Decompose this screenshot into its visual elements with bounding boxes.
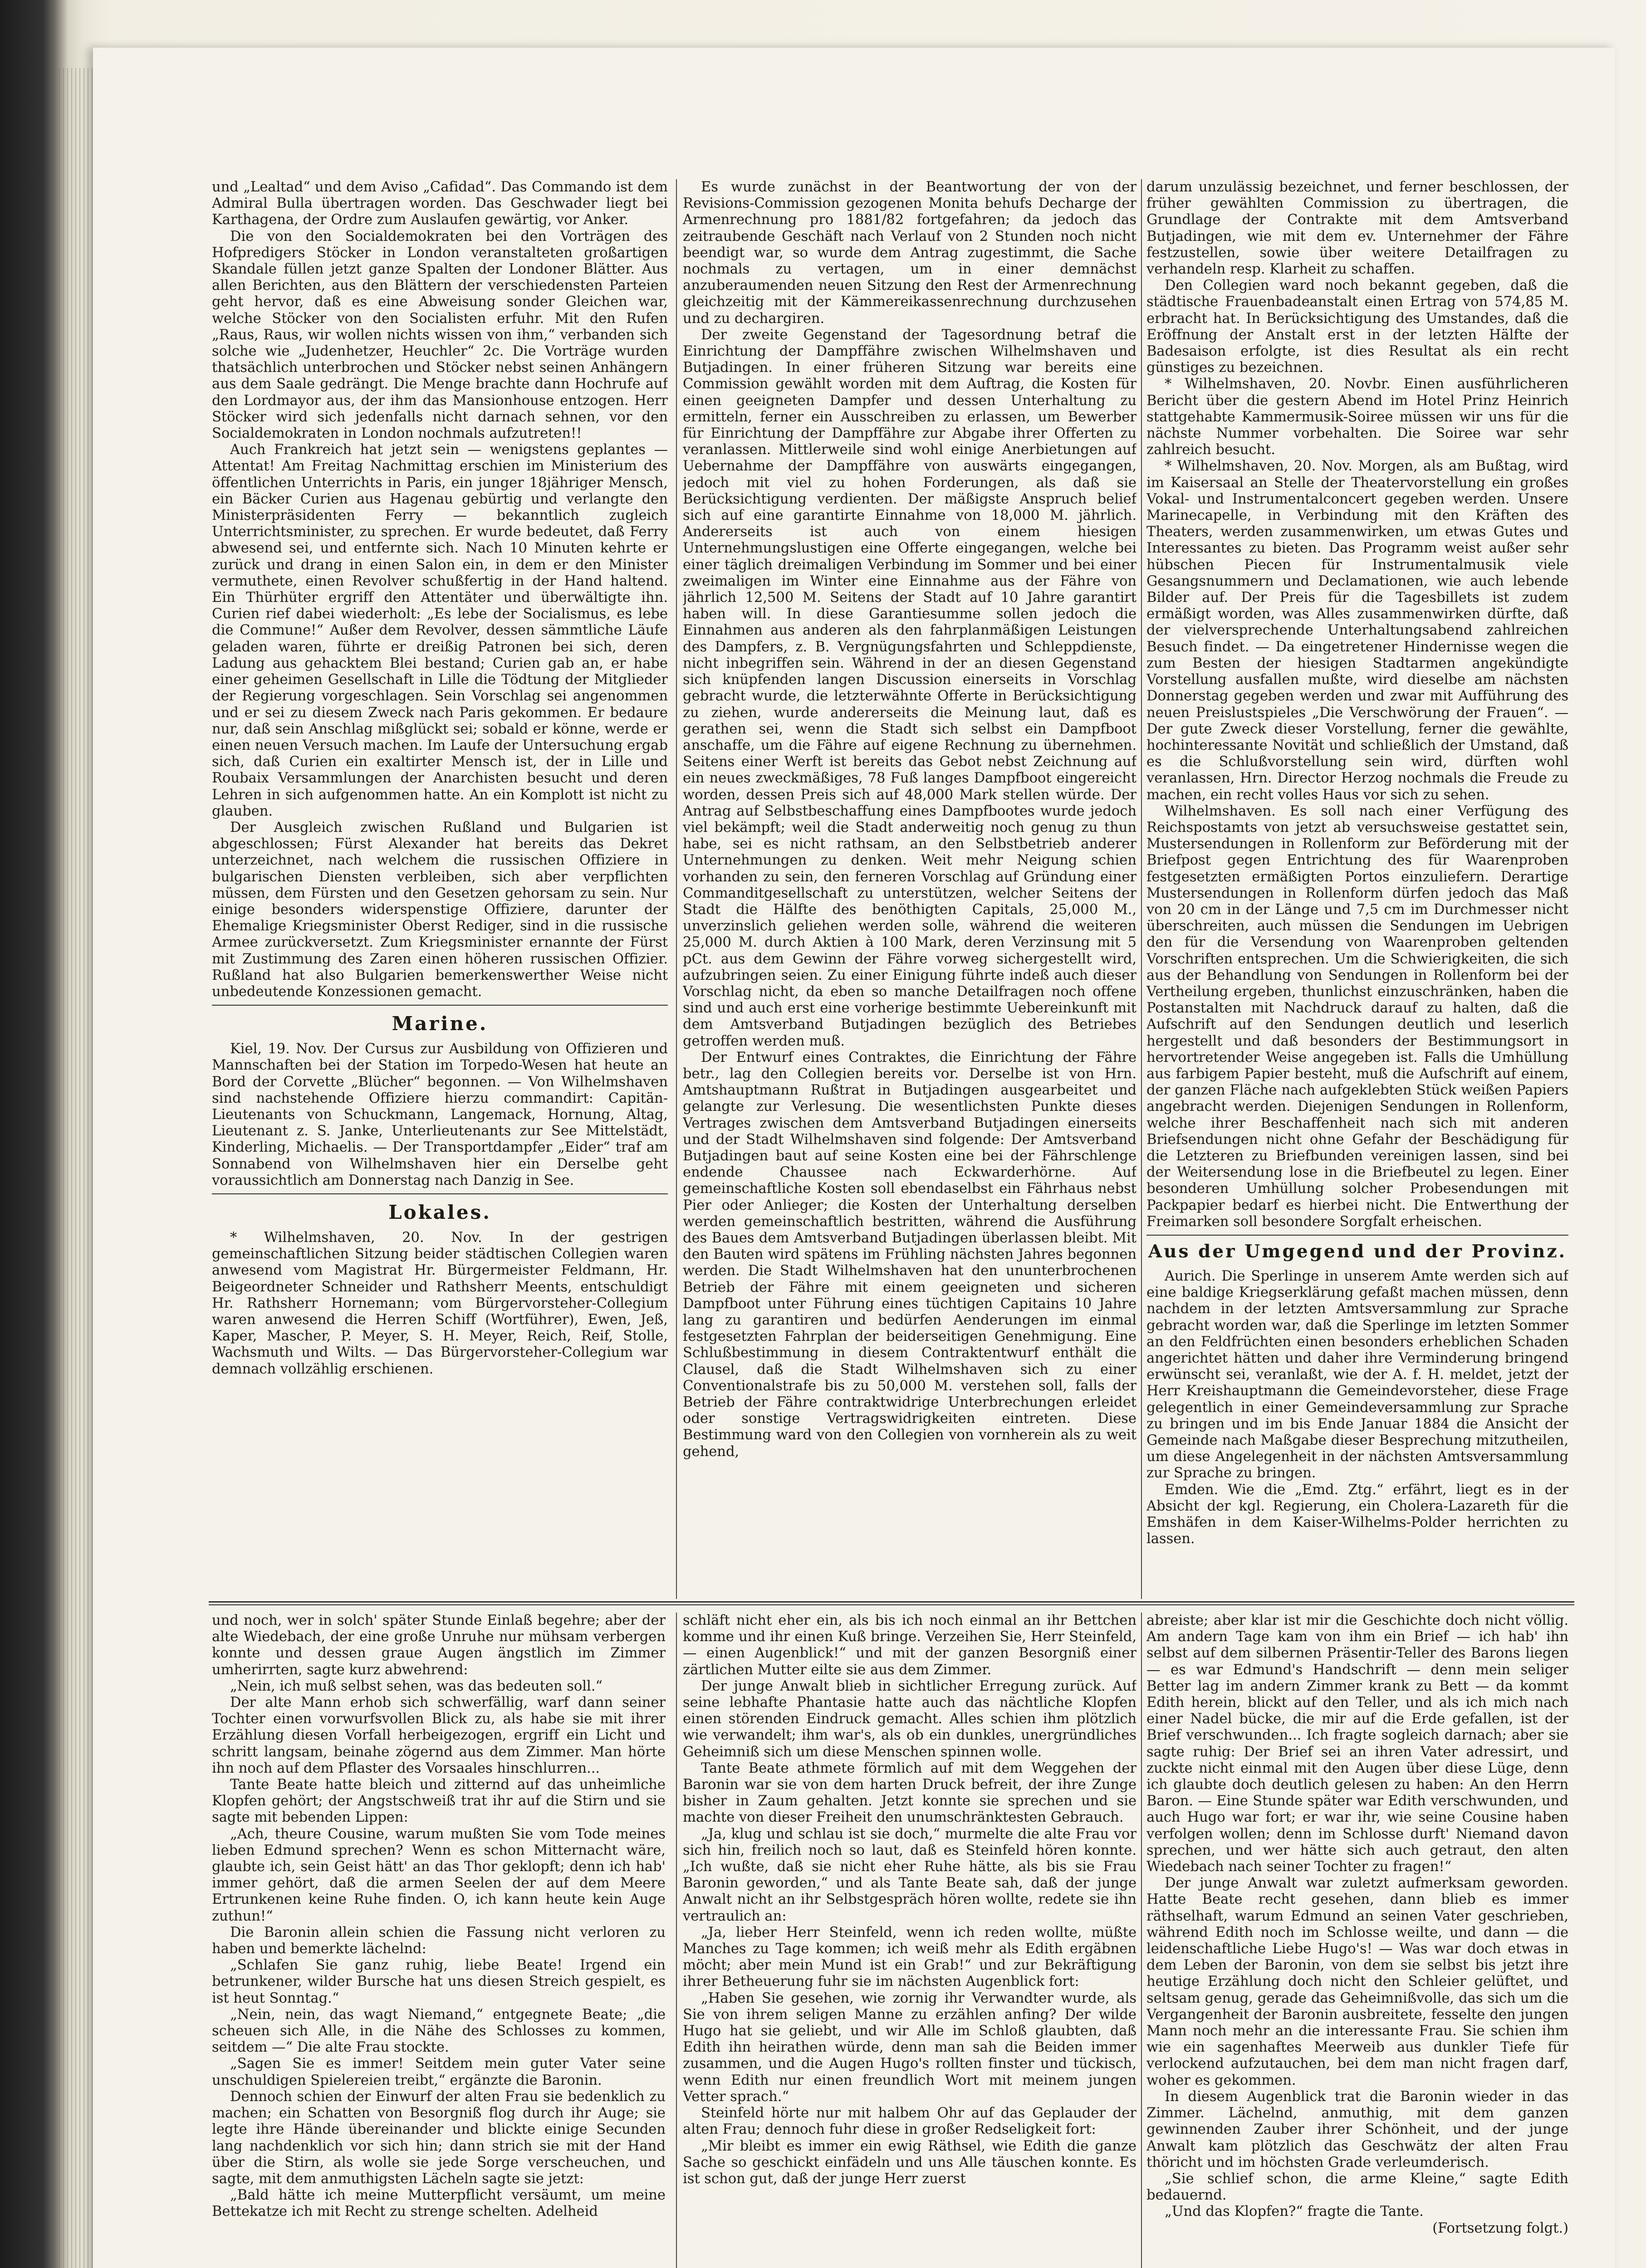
article-paragraph: Aurich. Die Sperlinge in unserem Amte werden sich auf eine baldige Kriegserklärung gefaßt machen müssen, denn nachdem in der letzten Amtsversammlung zur Sprache gebracht worden war, daß die Sperlinge im letzten Sommer an den Feldfrüchten einen besonders erheblichen Schaden angerichtet hätten und daher ihre Verminderung bringend erwünscht sei, veranlaßt, wie der A. f. H. meldet, jetzt der Herr Kreishauptmann die Gemeindevorsteher, diese Frage gelegentlich in einer Gemeindeversammlung zur Sprache zu bringen und im bis Ende Januar 1884 die Ansicht der Gemeinde nach Maßgabe dieser Besprechung mitzutheilen, um diese Angelegenheit in der nächsten Amtsversammlung zur Sprache zu bringen. bbox=[1146, 1268, 1568, 1481]
story-paragraph: und noch, wer in solch' später Stunde Einlaß begehre; aber der alte Wiedebach, der eine große Unruhe nur mühsam verbergen konnte und dessen graue Augen ängstlich im Zimmer umherirrten, sagte kurz abwehrend: bbox=[212, 1613, 666, 1678]
feuilleton-divider-bottom bbox=[209, 1604, 1574, 1605]
story-paragraph: Der alte Mann erhob sich schwerfällig, warf dann seiner Tochter einen vorwurfsvollen Blick zu, als habe sie mit ihrer Erzählung diesen Vorfall herbeigezogen, ergriff ein Licht und schritt langsam, beinahe zögernd aus dem Zimmer. Man hörte ihn noch auf dem Pflaster des Vorsaales hinschlurren... bbox=[212, 1695, 666, 1776]
story-paragraph: Steinfeld hörte nur mit halbem Ohr auf das Geplauder der alten Frau; dennoch fuhr diese in großer Redseligkeit fort: bbox=[683, 2105, 1137, 2138]
article-paragraph: und „Lealtad“ und dem Aviso „Cafidad“. Das Commando ist dem Admiral Bulla übertragen worden. Das Geschwader liegt bei Karthagena, der Ordre zum Auslaufen gewärtig, vor Anker. bbox=[212, 179, 668, 228]
story-paragraph: „Sie schlief schon, die arme Kleine,“ sagte Edith bedauernd. bbox=[1146, 2170, 1568, 2204]
article-paragraph: * Wilhelmshaven, 20. Novbr. Einen ausführlicheren Bericht über die gestern Abend im Hotel Prinz Heinrich stattgehabte Kammermusik-Soiree müssen wir uns für die nächste Nummer vorbehalten. Die Soiree war sehr zahlreich besucht. bbox=[1146, 376, 1568, 458]
feuilleton-column-1 bbox=[212, 1613, 666, 2268]
story-paragraph: „Sagen Sie es immer! Seitdem mein guter Vater seine unschuldigen Spielereien treibt,“ ergänzte die Baronin. bbox=[212, 2056, 666, 2088]
umgegend-heading: Aus der Umgegend und der Provinz. bbox=[1148, 1241, 1567, 1262]
article-paragraph: Der Entwurf eines Contraktes, die Einrichtung der Fähre betr., lag den Collegien bereits vor. Derselbe ist von Hrn. Amtshauptmann Rußtrat in Butjadingen ausgearbeitet und gelangte zur Verlesung. Die wesentlichsten Punkte dieses Vertrages zwischen dem Amtsverband Butjadingen einerseits und der Stadt Wilhelmshaven sind folgende: Der Amtsverband Butjadingen baut auf seine Kosten eine bei der Fährschlenge endende Chaussee nach Eckwarderhörne. Auf gemeinschaftliche Kosten soll ebendaselbst ein Fährhaus nebst Pier oder Anlieger; die Kosten der Unterhaltung derselben werden gemeinschaftlich bestritten, während die Ausführung des Baues dem Amtsverband Butjadingen überlassen bleibt. Mit den Bauten wird spätens im Frühling nächsten Jahres begonnen werden. Die Stadt Wilhelmshaven hat den ununterbrochenen Betrieb der Fähre mit einem geeigneten und sicheren Dampfboot unter Führung eines tüchtigen Capitains 10 Jahre lang zu garantiren und bedürfen Aenderungen im einmal festgesetzten Fahrplan der beiderseitigen Genehmigung. Eine Schlußbestimmung in diesem Contraktentwurf enthält die Clausel, daß die Stadt Wilhelmshaven sich zu einer Conventionalstrafe bis zu 50,000 M. verstehen soll, falls der Betrieb der Fähre contraktwidrige Unterbrechungen erleidet oder sonstige Vertragswidrigkeiten eintreten. Diese Bestimmung ward von den Collegien von vornherein als zu weit gehend, bbox=[683, 1049, 1137, 1460]
article-paragraph: * Wilhelmshaven, 20. Nov. Morgen, als am Bußtag, wird im Kaisersaal an Stelle der Theatervorstellung ein großes Vokal- und Instrumentalconcert gegeben werden. Unsere Marinecapelle, in Verbindung mit den Kräften des Theaters, werden zusammenwirken, um etwas Gutes und Interessantes zu bieten. Das Programm weist außer sehr hübschen Piecen für Instrumentalmusik viele Gesangsnummern und Declamationen, wie auch lebende Bilder auf. Der Preis für die Tagesbillets ist zudem ermäßigt worden, was Alles zusammenwirken dürfte, daß der vielversprechende Unterhaltungsabend zahlreichen Besuch findet. — Da eingetretener Hindernisse wegen die zum Besten der hiesigen Stadtarmen angekündigte Vorstellung ausfallen mußte, wird dieselbe am nächsten Donnerstag gegeben werden und zwar mit Aufführung des neuen Preislustspieles „Die Verschwörung der Frauen“. — Der gute Zweck dieser Vorstellung, ferner die gewählte, hochinteressante Novität und schließlich der Umstand, daß es die Schlußvorstellung sein wird, dürften wohl veranlassen, Hrn. Director Herzog nochmals die Freude zu machen, ein recht volles Haus vor sich zu sehen. bbox=[1146, 458, 1568, 803]
section-divider bbox=[212, 1193, 668, 1194]
article-paragraph: Die von den Socialdemokraten bei den Vorträgen des Hofpredigers Stöcker in London veranstalteten großartigen Skandale füllen jetzt ganze Spalten der Londoner Blätter. Aus allen Berichten, aus den Blättern der verschiedensten Parteien geht hervor, daß es eine Abweisung sonder Gleichen war, welche Stöcker von den Socialisten erfuhr. Mit den Rufen „Raus, Raus, wir wollen nichts wissen von ihm,“ verbanden sich solche wie „Judenhetzer, Heuchler“ 2c. Die Vorträge wurden thatsächlich unterbrochen und Stöcker nebst seinen Anhängern aus dem Saale gedrängt. Die Menge brachte dann Hochrufe auf den Lordmayor aus, der ihm das Mansionhouse entzogen. Herr Stöcker wird sich jedenfalls nicht darnach sehnen, vor den Socialdemokraten in London nochmals aufzutreten!! bbox=[212, 228, 668, 442]
story-paragraph: Der junge Anwalt blieb in sichtlicher Erregung zurück. Auf seine lebhafte Phantasie hatte auch das nächtliche Klopfen einen störenden Eindruck gemacht. Alles schien ihm plötzlich wie verwandelt; ihm war's, als ob ein dunkles, unergründliches Geheimniß sich um diese Menschen spinnen wolle. bbox=[683, 1678, 1137, 1760]
lokales-article: * Wilhelmshaven, 20. Nov. In der gestrigen gemeinschaftlichen Sitzung beider städtischen Collegien waren anwesend vom Magistrat Hr. Bürgermeister Feldmann, Hr. Beigeordneter Schneider und Rathsherr Meents, entschuldigt Hr. Rathsherr Hornemann; vom Bürgervorsteher-Collegium waren anwesend die Herren Schiff (Wortführer), Ewen, Jeß, Kaper, Mascher, P. Meyer, S. H. Meyer, Reich, Reif, Stolle, Wachsmuth und Wilts. — Das Bürgervorsteher-Collegium war demnach vollzählig erschienen. bbox=[212, 1229, 668, 1377]
story-paragraph: schläft nicht eher ein, als bis ich noch einmal an ihr Bettchen komme und ihr einen Kuß bringe. Verzeihen Sie, Herr Steinfeld, — einen Augenblick!“ und mit der ganzen Besorgniß einer zärtlichen Mutter eilte sie aus dem Zimmer. bbox=[683, 1613, 1137, 1678]
story-paragraph: abreiste; aber klar ist mir die Geschichte doch nicht völlig. Am andern Tage kam von ihm ein Brief — ich hab' ihn selbst auf dem silbernen Präsentir-Teller des Barons liegen — es war Edmund's Handschrift — denn mein seliger Better lag im andern Zimmer krank zu Bett — da kommt Edith herein, blickt auf den Teller, und als ich mich nach einer Nadel bücke, die mir auf die Erde gefallen, ist der Brief verschwunden... Ich fragte sogleich darnach; aber sie sagte ruhig: Der Brief sei an ihren Vater adressirt, und zuckte nicht einmal mit den Augen über diese Lüge, denn ich glaubte doch deutlich gelesen zu haben: An den Herrn Baron. — Eine Stunde später war Edith verschwunden, und auch Hugo war fort; er war ihr, wie seine Cousine haben verfolgen wollen; denn im Schlosse durft' Niemand davon sprechen, und wer hätte sich auch getraut, den alten Wiedebach nach seiner Tochter zu fragen!“ bbox=[1146, 1613, 1568, 1875]
story-paragraph: „Ja, lieber Herr Steinfeld, wenn ich reden wollte, müßte Manches zu Tage kommen; ich weiß mehr als Edith ergäbnen möcht; aber mein Mund ist ein Grab!“ und zur Bekräftigung ihrer Betheuerung fuhr sie im nächsten Augenblick fort: bbox=[683, 1924, 1137, 1990]
story-paragraph: „Bald hätte ich meine Mutterpflicht versäumt, um meine Bettekatze ich mit Recht zu strenge schelten. Adelheid bbox=[212, 2187, 666, 2220]
continuation-note: (Fortsetzung folgt.) bbox=[1432, 2220, 1568, 2236]
story-paragraph: In diesem Augenblick trat die Baronin wieder in das Zimmer. Lächelnd, anmuthig, mit dem ganzen gewinnenden Zauber ihrer Schönheit, und der junge Anwalt kam plötzlich das Geschwätz der alten Frau thöricht und im höchsten Grade verleumderisch. bbox=[1146, 2088, 1568, 2170]
column-rule bbox=[1141, 1613, 1142, 2268]
section-divider bbox=[1146, 1235, 1568, 1236]
column-rule bbox=[676, 1613, 677, 2268]
story-paragraph: Tante Beate hatte bleich und zitternd auf das unheimliche Klopfen gehört; der Angstschweiß trat ihr auf die Stirn und sie sagte mit bebenden Lippen: bbox=[212, 1777, 666, 1826]
story-paragraph: Die Baronin allein schien die Fassung nicht verloren zu haben und bemerkte lächelnd: bbox=[212, 1924, 666, 1957]
story-paragraph: „Schlafen Sie ganz ruhig, liebe Beate! Irgend ein betrunkener, wilder Bursche hat uns diesen Streich gespielt, es ist heut Sonntag.“ bbox=[212, 1957, 666, 2006]
story-paragraph: „Nein, ich muß selbst sehen, was das bedeuten soll.“ bbox=[230, 1678, 603, 1694]
story-paragraph: „Ach, theure Cousine, warum mußten Sie vom Tode meines lieben Edmund sprechen? Wenn es schon Mitternacht wäre, glaubte ich, sein Geist hätt' an das Thor geklopft; denn ich hab' immer gehört, daß die armen Seelen der auf dem Meere Ertrunkenen keine Ruhe finden. O, ich kann heute kein Auge zuthun!“ bbox=[212, 1826, 666, 1924]
lokales-heading: Lokales. bbox=[388, 1201, 491, 1223]
article-paragraph: Auch Frankreich hat jetzt sein — wenigstens geplantes — Attentat! Am Freitag Nachmittag erschien im Ministerium des öffentlichen Unterrichts in Paris, ein junger 18jähriger Mensch, ein Bäcker Curien aus Hagenau gebürtig und verlangte den Ministerpräsidenten Ferry — bekanntlich zugleich Unterrichtsminister, zu sprechen. Er wurde bedeutet, daß Ferry abwesend sei, und entfernte sich. Nach 10 Minuten kehrte er zurück und drang in einen Salon ein, in dem er den Minister vermuthete, einen Revolver schußfertig in der Hand haltend. Ein Thürhüter ergriff den Attentäter und überwältigte ihn. Curien rief dabei wiederholt: „Es lebe der Socialismus, es lebe die Commune!“ Außer dem Revolver, dessen sämmtliche Läufe geladen waren, führte er dreißig Patronen bei sich, deren Ladung aus gehacktem Blei bestand; Curien gab an, er habe einer geheimen Gesellschaft in Lille die Tödtung der Mitglieder der Regierung vorgeschlagen. Sein Vorschlag sei angenommen und er sei zu diesem Zweck nach Paris gekommen. Er bedaure nur, daß sein Anschlag mißglückt sei; sobald er könne, werde er einen neuen Versuch machen. Im Laufe der Untersuchung ergab sich, daß Curien ein exaltirter Mensch ist, der in Lille und Roubaix Versammlungen der Anarchisten besucht und deren Lehren in sich aufgenommen hatte. An ein Komplott ist nicht zu glauben. bbox=[212, 442, 668, 819]
story-paragraph: „Haben Sie gesehen, wie zornig ihr Verwandter wurde, als Sie von ihrem seligen Manne zu erzählen anfing? Der wilde Hugo hat sie geliebt, und wir Alle im Schloß glaubten, daß Edith ihn heirathen würde, denn man sah die Beiden immer zusammen, und die Augen Hugo's rollten finster und tückisch, wenn Edith nur einen freundlich Wort mit meinem jungen Vetter sprach.“ bbox=[683, 1990, 1137, 2105]
column-rule bbox=[676, 179, 677, 1599]
upper-left-column-text bbox=[212, 179, 668, 1597]
story-paragraph: Tante Beate athmete förmlich auf mit dem Weggehen der Baronin war sie von dem harten Druck befreit, der ihre Zunge bisher in Zaum gehalten. Jetzt konnte sie sprechen und sie machte von dieser Freiheit den unumschränktesten Gebrauch. bbox=[683, 1760, 1137, 1826]
article-paragraph: Der Ausgleich zwischen Rußland und Bulgarien ist abgeschlossen; Fürst Alexander hat bereits das Dekret unterzeichnet, nach welchem die russischen Offiziere in bulgarischen Diensten verbleiben, sich aber verpflichten müssen, dem Fürsten und den Gesetzen gehorsam zu sein. Nur einige besonders widerspenstige Offiziere, darunter der Ehemalige Kriegsminister Oberst Rediger, sind in die russische Armee zurückversetzt. Zum Kriegsminister ernannte der Fürst mit Zustimmung des Zaren einen höheren russischen Offizier. Rußland hat also Bulgarien bemerkenswerther Weise nicht unbedeutende Konzessionen gemacht. bbox=[212, 819, 668, 1000]
story-paragraph: Dennoch schien der Einwurf der alten Frau sie bedenklich zu machen; ein Schatten von Besorgniß flog durch ihr Auge; sie legte ihre Hände übereinander und blickte einige Secunden lang nachdenklich vor sich hin; dann strich sie mit der Hand über die Stirn, als wolle sie jede Sorge verscheuchen, und sagte, mit dem anmuthigsten Lächeln sagte sie jetzt: bbox=[212, 2088, 666, 2187]
article-paragraph: Es wurde zunächst in der Beantwortung der von der Revisions-Commission gezogenen Monita behufs Decharge der Armenrechnung pro 1881/82 fortgefahren; da jedoch das zeitraubende Geschäft nach Verlauf von 2 Stunden noch nicht beendigt war, so wurde dem Antrag zugestimmt, die Sache nochmals zu vertagen, um in einer demnächst anzuberaumenden neuen Sitzung den Rest der Armenrechnung gleichzeitig mit der Kämmereikassenrechnung durchzusehen und zu dechargiren. bbox=[683, 179, 1137, 327]
article-paragraph: Der zweite Gegenstand der Tagesordnung betraf die Einrichtung der Dampffähre zwischen Wilhelmshaven und Butjadingen. In einer früheren Sitzung war bereits eine Commission gewählt worden mit dem Auftrag, die Kosten für einen geeigneten Dampfer und dessen Unterhaltung zu ermitteln, ferner ein Ausschreiben zu erlassen, um Bewerber für Einrichtung der Dampffähre zur Abgabe ihrer Offerten zu veranlassen. Mittlerweile sind wohl einige Anerbietungen auf Uebernahme der Dampffähre von auswärts eingegangen, jedoch mit viel zu hohen Forderungen, als daß sie Berücksichtigung verdienten. Der mäßigste Anspruch belief sich auf eine garantirte Einnahme von 18,000 M. jährlich. Andererseits ist auch von einem hiesigen Unternehmungslustigen eine Offerte eingegangen, welche bei einer täglich dreimaligen Verbindung im Sommer und bei einer zweimaligen im Winter eine Einnahme aus der Fähre von jährlich 12,500 M. Seitens der Stadt auf 10 Jahre garantirt haben will. In diese Garantiesumme sollen jedoch die Einnahmen aus anderen als den fahrplanmäßigen Leistungen des Dampfers, z. B. Vergnügungsfahrten und Schleppdienste, nicht inbegriffen sein. Während in der an diesen Gegenstand sich knüpfenden langen Discussion einerseits in Vorschlag gebracht wurde, die letzterwähnte Offerte in Berücksichtigung zu ziehen, wurde andererseits die Meinung laut, daß es gerathen sei, wenn die Stadt sich selbst ein Dampfboot anschaffe, um die Fähre auf eigene Rechnung zu übernehmen. Seitens einer Werft ist bereits das Gebot nebst Zeichnung auf ein neues zweckmäßiges, 78 Fuß langes Dampfboot eingereicht worden, dessen Preis sich auf 48,000 Mark stellen würde. Der Antrag auf Selbstbeschaffung eines Dampfbootes wurde jedoch viel bekämpft; weil die Stadt anderweitig noch genug zu thun habe, sei es nicht rathsam, an den Selbstbetrieb anderer Unternehmungen zu denken. Weit mehr Neigung schien vorhanden zu sein, den ferneren Vorschlag auf Gründung einer Commanditgesellschaft zu unterstützen, welcher Seitens der Stadt die Hälfte des benöthigten Capitals, 25,000 M., unverzinslich geliehen werden solle, während die weiteren 25,000 M. durch Aktien à 100 Mark, deren Verzinsung mit 5 pCt. aus dem Gewinn der Fähre vorweg sichergestellt wird, aufzubringen seien. Zu einer Einigung führte indeß auch dieser Vorschlag nicht, da eben so manche Detailfragen noch offene sind und auch erst eine vorherige bestimmte Uebereinkunft mit dem Amtsverband Butjadingen bezüglich des Betriebes getroffen werden muß. bbox=[683, 327, 1137, 1049]
story-paragraph: „Und das Klopfen?“ fragte die Tante. bbox=[1165, 2204, 1424, 2220]
article-paragraph: darum unzulässig bezeichnet, und ferner beschlossen, der früher gewählten Commission zu übertragen, die Grundlage der Contrakte mit dem Amtsverband Butjadingen, wie mit dem ev. Unternehmer der Fähre festzustellen, sowie über weitere Detailfragen zu verhandeln resp. Klarheit zu schaffen. bbox=[1146, 179, 1568, 278]
upper-middle-column-text bbox=[683, 179, 1137, 1599]
marine-heading: Marine. bbox=[392, 1012, 488, 1035]
feuilleton-column-3 bbox=[1146, 1613, 1568, 2268]
article-paragraph: Emden. Wie die „Emd. Ztg.“ erfährt, liegt es in der Absicht der kgl. Regierung, ein Cholera-Lazareth für die Emshäfen in dem Kaiser-Wilhelms-Polder herrichten zu lassen. bbox=[1146, 1481, 1568, 1547]
story-paragraph: „Mir bleibt es immer ein ewig Räthsel, wie Edith die ganze Sache so geschickt einfädeln und uns Alle täuschen konnte. Es ist schon gut, daß der junge Herr zuerst bbox=[683, 2138, 1137, 2187]
upper-right-column-text bbox=[1146, 179, 1568, 1615]
story-paragraph: „Nein, nein, das wagt Niemand,“ entgegnete Beate; „die scheuen sich Alle, in die Nähe des Schlosses zu kommen, seitdem —“ Die alte Frau stockte. bbox=[212, 2006, 666, 2056]
feuilleton-divider-top bbox=[209, 1601, 1574, 1603]
story-paragraph: „Ja, klug und schlau ist sie doch,“ murmelte die alte Frau vor sich hin, freilich noch so laut, daß es Steinfeld hören konnte. „Ich wußte, daß sie nicht eher Ruhe hätte, als bis sie Frau Baronin geworden,“ und als Tante Beate sah, daß der junge Anwalt nicht an ihr Selbstgespräch hören wollte, redete sie ihn vertraulich an: bbox=[683, 1826, 1137, 1924]
story-paragraph: Der junge Anwalt war zuletzt aufmerksam geworden. Hatte Beate recht gesehen, dann blieb es immer räthselhaft, warum Edmund an seinen Vater geschrieben, während Edith noch im Schlosse weilte, und dann — die leidenschaftliche Liebe Hugo's! — Was war doch etwas in dem Leben der Baronin, von dem sie selbst bis jetzt ihre heutige Erzählung doch nicht den Schleier gelüftet, und seltsam genug, gerade das Geheimnißvolle, das sich um die Vergangenheit der Baronin ausbreitete, fesselte den jungen Mann noch mehr an die interessante Frau. Sie schien ihm wie ein sagenhaftes Meerweib aus dunkler Tiefe für verlockend aufzutauchen, bei dem man nicht fragen darf, woher es gekommen. bbox=[1146, 1875, 1568, 2088]
feuilleton-column-2 bbox=[683, 1613, 1137, 2268]
article-paragraph: Wilhelmshaven. Es soll nach einer Verfügung des Reichspostamts von jetzt ab versuchsweise gestattet sein, Mustersendungen in Rollenform zur Beförderung mit der Briefpost gegen Entrichtung des für Waarenproben festgesetzten ermäßigten Portos einzuliefern. Derartige Mustersendungen in Rollenform dürfen jedoch das Maß von 20 cm in der Länge und 7,5 cm im Durchmesser nicht überschreiten, auch müssen die Sendungen im Uebrigen den für die Versendung von Waarenproben geltenden Vorschriften entsprechen. Um die Schwierigkeiten, die sich aus der Behandlung von Sendungen in Rollenform bei der Vertheilung ergeben, thunlichst einzuschränken, haben die Postanstalten mit Nachdruck darauf zu halten, daß die Aufschrift auf den Sendungen deutlich und leserlich hergestellt und daß besonders der Bestimmungsort in hervortretender Weise angegeben ist. Falls die Umhüllung aus farbigem Papier besteht, muß die Aufschrift auf einem, der ganzen Fläche nach aufgeklebten Stück weißen Papiers angebracht werden. Diejenigen Sendungen in Rollenform, welche ihrer Beschaffenheit nach sich mit anderen Briefsendungen nicht ohne Gefahr der Beschädigung für die Letzteren zu Briefbunden vereinigen lassen, sind bei der Weitersendung lose in die Briefbeutel zu legen. Einer besonderen Umhüllung solcher Probesendungen mit Packpapier bedarf es hierbei nicht. Die Entwerthung der Freimarken soll besondere Sorgfalt erheischen. bbox=[1146, 803, 1568, 1230]
article-paragraph: Den Collegien ward noch bekannt gegeben, daß die städtische Frauenbadeanstalt einen Ertrag von 574,85 M. erbracht hat. In Berücksichtigung des Umstandes, daß die Eröffnung der Anstalt erst in der letzten Hälfte der Badesaison erfolgte, ist dies Resultat als ein recht günstiges zu bezeichnen. bbox=[1146, 278, 1568, 376]
column-rule bbox=[1141, 179, 1142, 1599]
section-divider bbox=[212, 1005, 668, 1006]
marine-article: Kiel, 19. Nov. Der Cursus zur Ausbildung von Offizieren und Mannschaften bei der Station im Torpedo-Wesen hat heute an Bord der Corvette „Blücher“ begonnen. — Von Wilhelmshaven sind nachstehende Offiziere hierzu commandirt: Capitän-Lieutenants von Schuckmann, Langemack, Hornung, Altag, Lieutenant z. S. Janke, Unterlieutenants zur See Mittelstädt, Kinderling, Michaelis. — Der Transportdampfer „Eider“ traf am Sonnabend von Wilhelmshaven hier ein Derselbe geht voraussichtlich am Donnerstag nach Danzig in See. bbox=[212, 1041, 668, 1188]
